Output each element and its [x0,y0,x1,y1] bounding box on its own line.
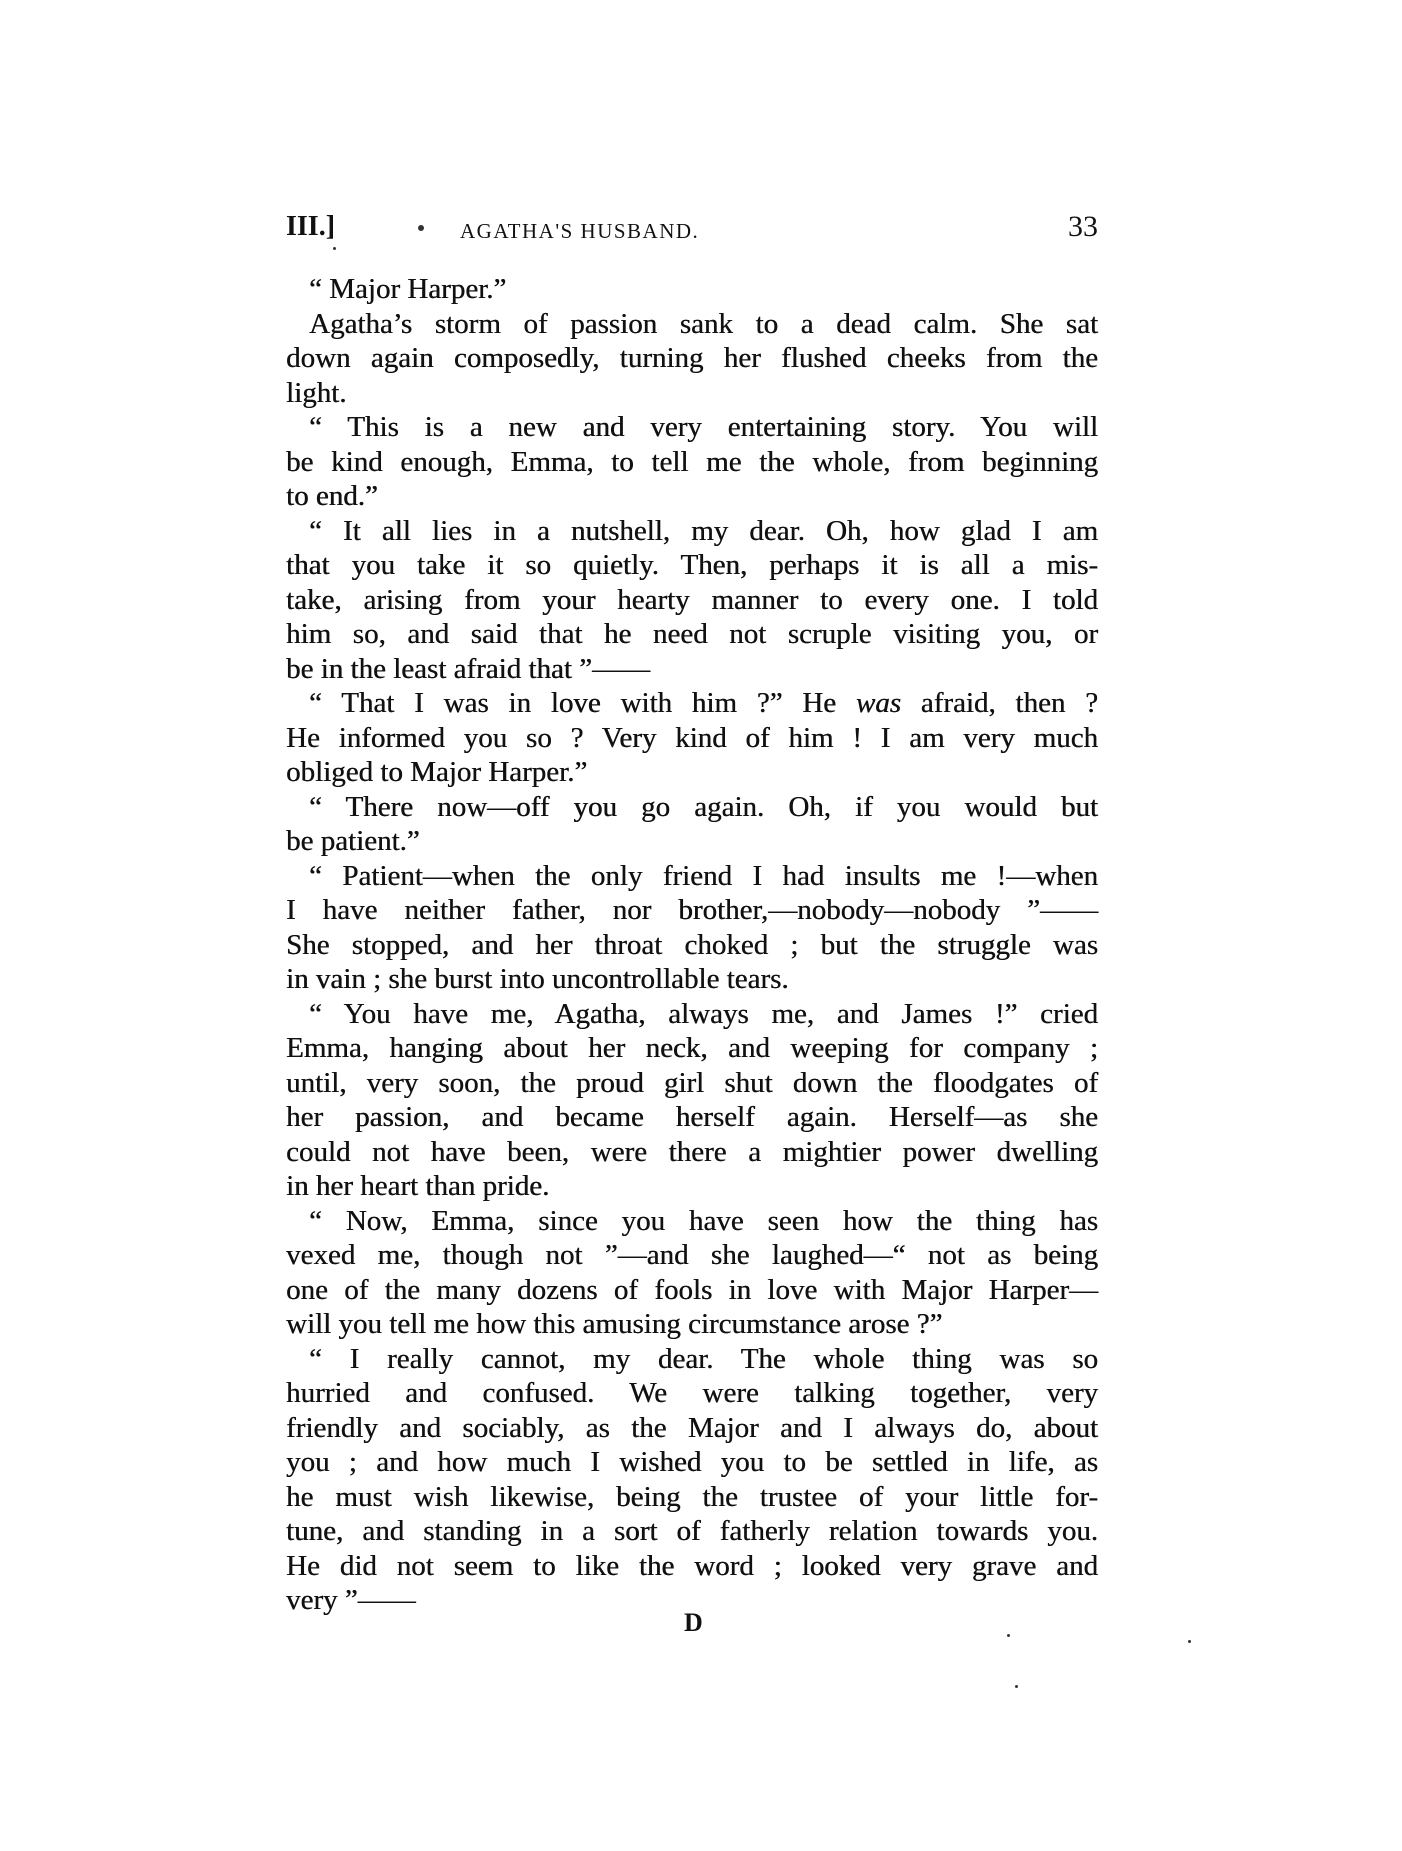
scan-speck [1015,1685,1018,1688]
text-segment: be patient.” [286,825,420,857]
text-line [286,1549,1098,1584]
text-line [286,962,1098,997]
text-line [286,376,1098,411]
text-line [286,824,1098,859]
text-segment: her passion, and became herself again. Herself—as she [286,1101,1098,1133]
text-segment: He did not seem to like the word ; looked very grave and [286,1549,1098,1582]
italic-emphasis: was [855,687,901,719]
text-line [286,617,1098,652]
text-segment: “ It all lies in a nutshell, my dear. Oh, how glad I am [309,514,1098,547]
text-segment: She stopped, and her throat choked ; but the struggle was [286,928,1098,961]
text-line [286,1273,1098,1308]
text-line [286,479,1098,514]
text-line [286,755,1098,790]
text-segment: friendly and sociably, as the Major and I always do, about [286,1411,1098,1444]
text-segment: Agatha’s storm of passion sank to a dead calm. She sat [309,307,1098,340]
text-line [286,997,1098,1032]
scan-speck [1188,1640,1191,1643]
text-segment: could not have been, were there a mightier power dwelling [286,1135,1098,1168]
text-segment: that you take it so quietly. Then, perhaps it is all a mis- [286,549,1098,581]
page-body-text [286,272,1098,1618]
text-line [286,410,1098,445]
text-segment: obliged to Major Harper.” [286,756,588,788]
text-line [286,1307,1098,1342]
text-segment: to end.” [286,480,378,512]
scan-speck [418,225,424,231]
text-segment: I have neither father, nor brother,—nobody—nobody ”—— [286,894,1098,926]
text-line [286,548,1098,583]
text-line [286,272,1098,307]
text-line [286,893,1098,928]
text-line [286,445,1098,480]
text-line [286,1135,1098,1170]
text-line [286,307,1098,342]
text-line [286,1514,1098,1549]
text-segment: very ”—— [286,1584,416,1616]
text-line [286,1066,1098,1101]
text-segment: “ This is a new and very entertaining story. You will [309,411,1098,443]
text-line [286,928,1098,963]
scan-speck [333,247,336,250]
text-line [286,1169,1098,1204]
text-segment: be in the least afraid that ”—— [286,652,650,685]
text-line [286,1445,1098,1480]
text-line [286,1204,1098,1239]
text-segment: be kind enough, Emma, to tell me the whole, from beginning [286,445,1098,478]
text-line [286,1100,1098,1135]
text-segment: take, arising from your hearty manner to every one. I told [286,583,1098,616]
chapter-number: III.] [286,211,336,242]
text-line [286,1480,1098,1515]
text-segment: light. [286,376,347,409]
text-segment: will you tell me how this amusing circumstance arose ?” [286,1308,943,1340]
text-segment: “ You have me, Agatha, always me, and James !” cried [309,997,1098,1030]
text-line [286,1342,1098,1377]
text-segment: he must wish likewise, being the trustee of your little for- [286,1480,1098,1513]
text-segment: him so, and said that he need not scruple visiting you, or [286,618,1098,650]
text-line [286,686,1098,721]
text-segment: you ; and how much I wished you to be settled in life, as [286,1446,1098,1478]
text-segment: down again composedly, turning her flushed cheeks from the [286,342,1098,374]
running-title: AGATHA'S HUSBAND. [460,219,700,243]
scan-speck [1007,1634,1010,1637]
text-segment: afraid, then ? [900,687,1098,719]
text-line [286,652,1098,687]
text-segment: “ I really cannot, my dear. The whole thing was so [309,1342,1098,1375]
text-line [286,583,1098,618]
text-segment: “ Patient—when the only friend I had insults me !—when [309,859,1098,892]
text-line [286,341,1098,376]
text-segment: “ That I was in love with him ?” He [309,687,856,719]
text-segment: “ Major Harper.” [309,273,507,305]
text-line [286,721,1098,756]
text-line [286,1031,1098,1066]
text-segment: in vain ; she burst into uncontrollable tears. [286,963,789,995]
text-line [286,790,1098,825]
text-segment: one of the many dozens of fools in love with Major Harper— [286,1273,1098,1306]
text-segment: until, very soon, the proud girl shut down the floodgates of [286,1066,1098,1099]
text-segment: in her heart than pride. [286,1170,550,1202]
page-number: 33 [1068,210,1098,243]
text-line [286,1238,1098,1273]
text-segment: “ Now, Emma, since you have seen how the thing has [309,1204,1098,1237]
text-line [286,514,1098,549]
text-line [286,1376,1098,1411]
signature-mark: D [684,1608,703,1637]
text-segment: He informed you so ? Very kind of him ! I am very much [286,721,1098,754]
text-segment: tune, and standing in a sort of fatherly relation towards you. [286,1515,1098,1547]
text-line [286,859,1098,894]
text-segment: vexed me, though not ”—and she laughed—“ not as being [286,1239,1098,1271]
text-segment: hurried and confused. We were talking together, very [286,1377,1098,1409]
text-segment: “ There now—off you go again. Oh, if you would but [309,790,1098,823]
text-segment: Emma, hanging about her neck, and weeping for company ; [286,1032,1098,1064]
text-line [286,1411,1098,1446]
